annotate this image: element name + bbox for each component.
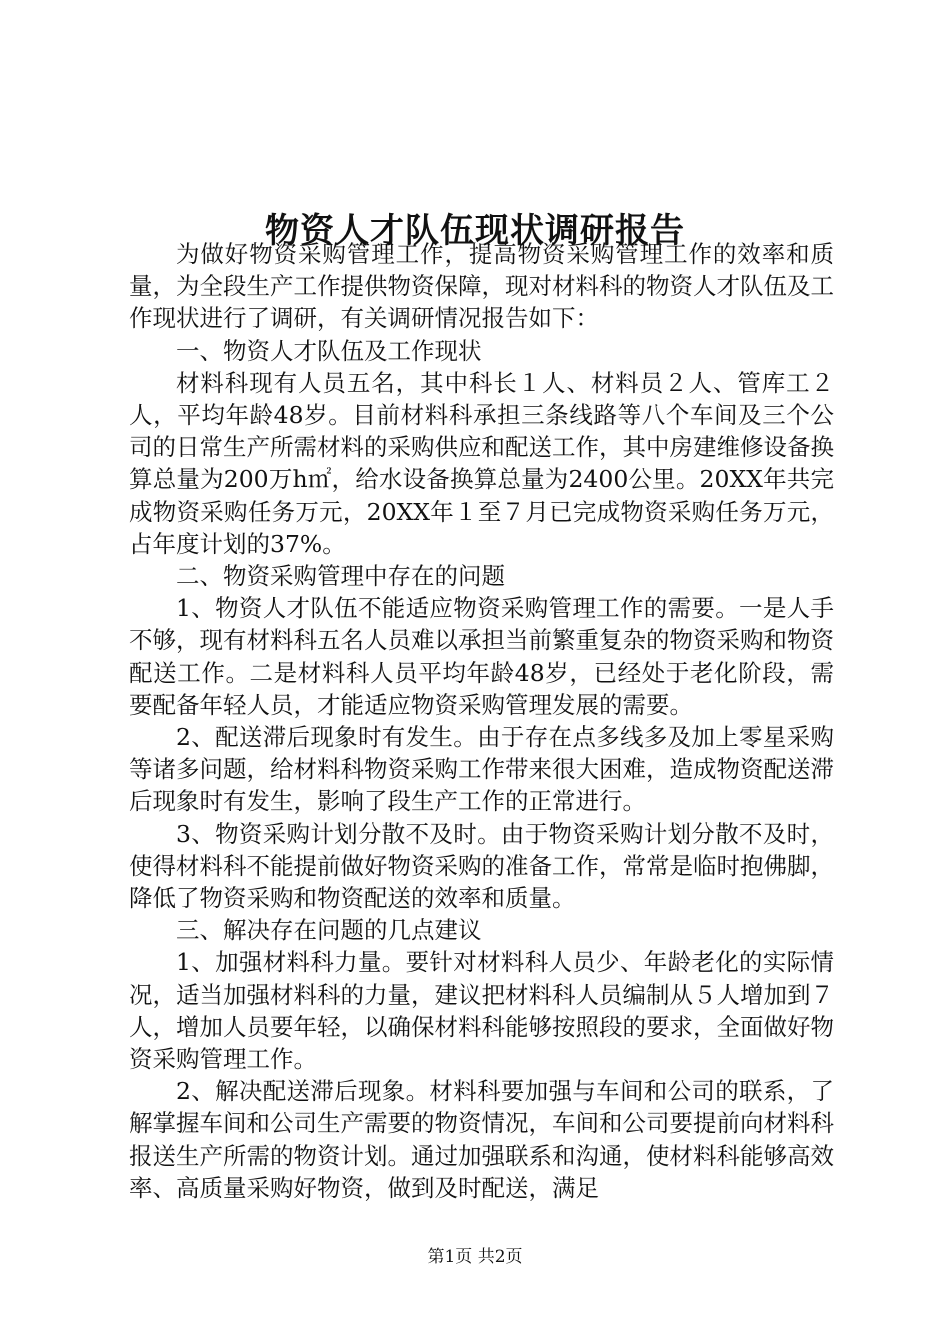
section-3-heading: 三、解决存在问题的几点建议 xyxy=(176,916,482,945)
section-1-paragraph-1: 材料科现有人员五名，其中科长１人、材料员２人、管库工２人，平均年龄48岁。目前材料科承担三条线路等八个车间及三个公司的日常生产所需材料的采购供应和配送工作，其中房建维修设备换算总量为200万h㎡，给水设备换算总量为2400公里。20XX年共完成物资采购任务万元，20XX年１至７月已完成物资采购任务万元，占年度计划的37%。 xyxy=(129,368,834,558)
section-2-paragraph-3: 3、物资采购计划分散不及时。由于物资采购计划分散不及时，使得材料科不能提前做好物资采购的准备工作，常常是临时抱佛脚，降低了物资采购和物资配送的效率和质量。 xyxy=(129,819,834,913)
section-1-heading: 一、物资人才队伍及工作现状 xyxy=(176,336,482,365)
section-2-paragraph-1: 1、物资人才队伍不能适应物资采购管理工作的需要。一是人手不够，现有材料科五名人员难以承担当前繁重复杂的物资采购和物资配送工作。二是材料科人员平均年龄48岁，已经处于老化阶段，需要配备年轻人员，才能适应物资采购管理发展的需要。 xyxy=(129,594,834,719)
page-footer: 第1页 共2页 xyxy=(427,1247,523,1267)
document-body xyxy=(129,238,834,1204)
intro-paragraph: 为做好物资采购管理工作，提高物资采购管理工作的效率和质量，为全段生产工作提供物资保障，现对材料科的物资人才队伍及工作现状进行了调研，有关调研情况报告如下： xyxy=(129,240,834,333)
section-3-paragraph-1: 1、加强材料科力量。要针对材料科人员少、年龄老化的实际情况，适当加强材料科的力量，建议把材料科人员编制从５人增加到７人，增加人员要年轻，以确保材料科能够按照段的要求，全面做好物资采购管理工作。 xyxy=(129,948,834,1074)
section-2-paragraph-2: 2、配送滞后现象时有发生。由于存在点多线多及加上零星采购等诸多问题，给材料科物资采购工作带来很大困难，造成物资配送滞后现象时有发生，影响了段生产工作的正常进行。 xyxy=(129,723,834,816)
section-3-paragraph-2: 2、解决配送滞后现象。材料科要加强与车间和公司的联系，了解掌握车间和公司生产需要的物资情况，车间和公司要提前向材料科报送生产所需的物资计划。通过加强联系和沟通，使材料科能够高效率、高质量采购好物资，做到及时配送，满足 xyxy=(129,1077,834,1202)
document-title: 物资人才队伍现状调研报告 xyxy=(265,210,685,251)
section-2-heading: 二、物资采购管理中存在的问题 xyxy=(176,562,505,591)
